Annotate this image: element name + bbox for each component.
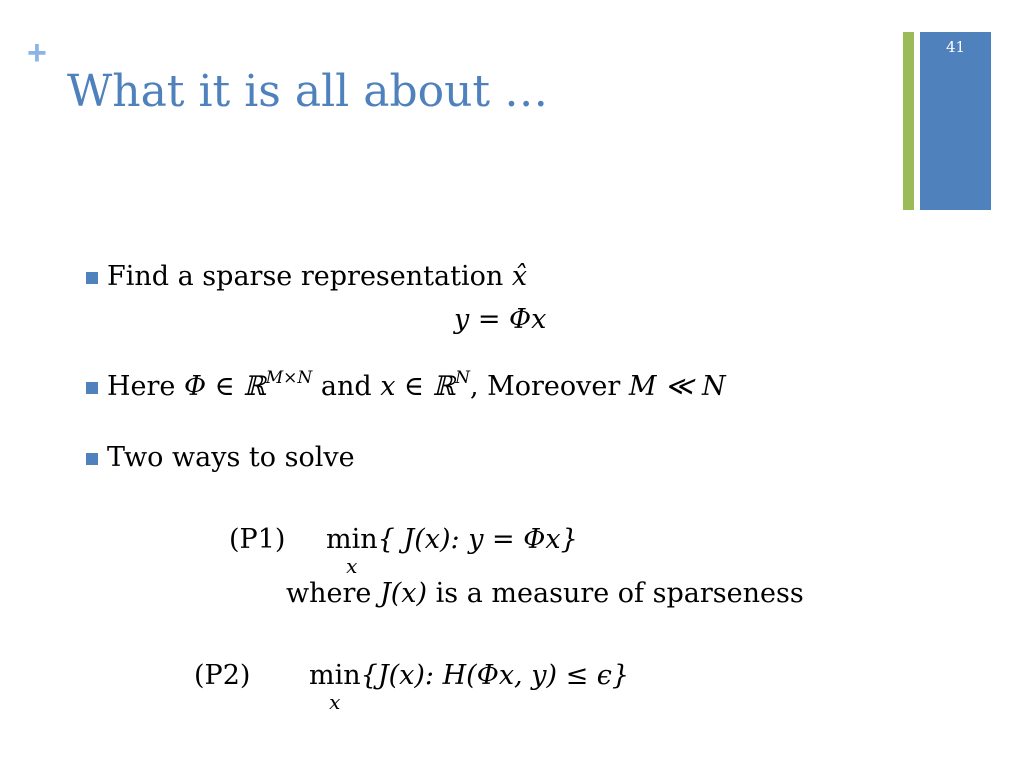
and-word: and — [320, 371, 372, 402]
x-in-r: x ∈ ℝ — [380, 371, 456, 402]
p2-expression: {J(x): H(Φx, y) ≤ ϵ} — [360, 660, 630, 691]
min-operator: min x — [309, 659, 361, 693]
plus-icon: + — [27, 34, 47, 72]
x-hat-symbol: x̂ — [511, 261, 528, 292]
p1-expression: { J(x): y = Φx} — [377, 524, 578, 555]
p1-label: (P1) — [229, 524, 286, 555]
superscript-n: N — [455, 368, 470, 388]
p2-label: (P2) — [194, 660, 251, 691]
m-much-less-n: M ≪ N — [628, 371, 726, 402]
bullet-marker — [86, 453, 98, 465]
where-line — [286, 577, 804, 611]
superscript-m-n: M×N — [265, 368, 313, 388]
slide-title: What it is all about … — [67, 66, 549, 117]
bullet-text: Here — [107, 371, 184, 402]
moreover-text: , Moreover — [469, 371, 629, 402]
bullet-two-ways: Two ways to solve — [107, 442, 355, 473]
bullet-marker — [86, 272, 98, 284]
equation-y-phi-x: y = Φx — [454, 304, 547, 335]
where-word: where — [286, 578, 380, 609]
min-operator: min x — [326, 523, 378, 557]
phi-in-r: Φ ∈ ℝ — [184, 371, 266, 402]
slide-number: 41 — [945, 38, 966, 56]
min-subscript: x — [346, 554, 358, 578]
bullet-here-phi — [107, 370, 726, 404]
bullet-text: Find a sparse representation — [107, 261, 512, 292]
bullet-marker — [86, 382, 98, 394]
p1-equation — [326, 523, 578, 578]
min-subscript: x — [329, 690, 341, 714]
green-accent-bar — [903, 32, 914, 210]
p2-equation — [309, 659, 630, 714]
j-of-x: J(x) — [379, 578, 428, 609]
where-rest: is a measure of sparseness — [427, 578, 804, 609]
bullet-find-sparse — [107, 260, 527, 294]
blue-accent-bar — [920, 32, 991, 210]
